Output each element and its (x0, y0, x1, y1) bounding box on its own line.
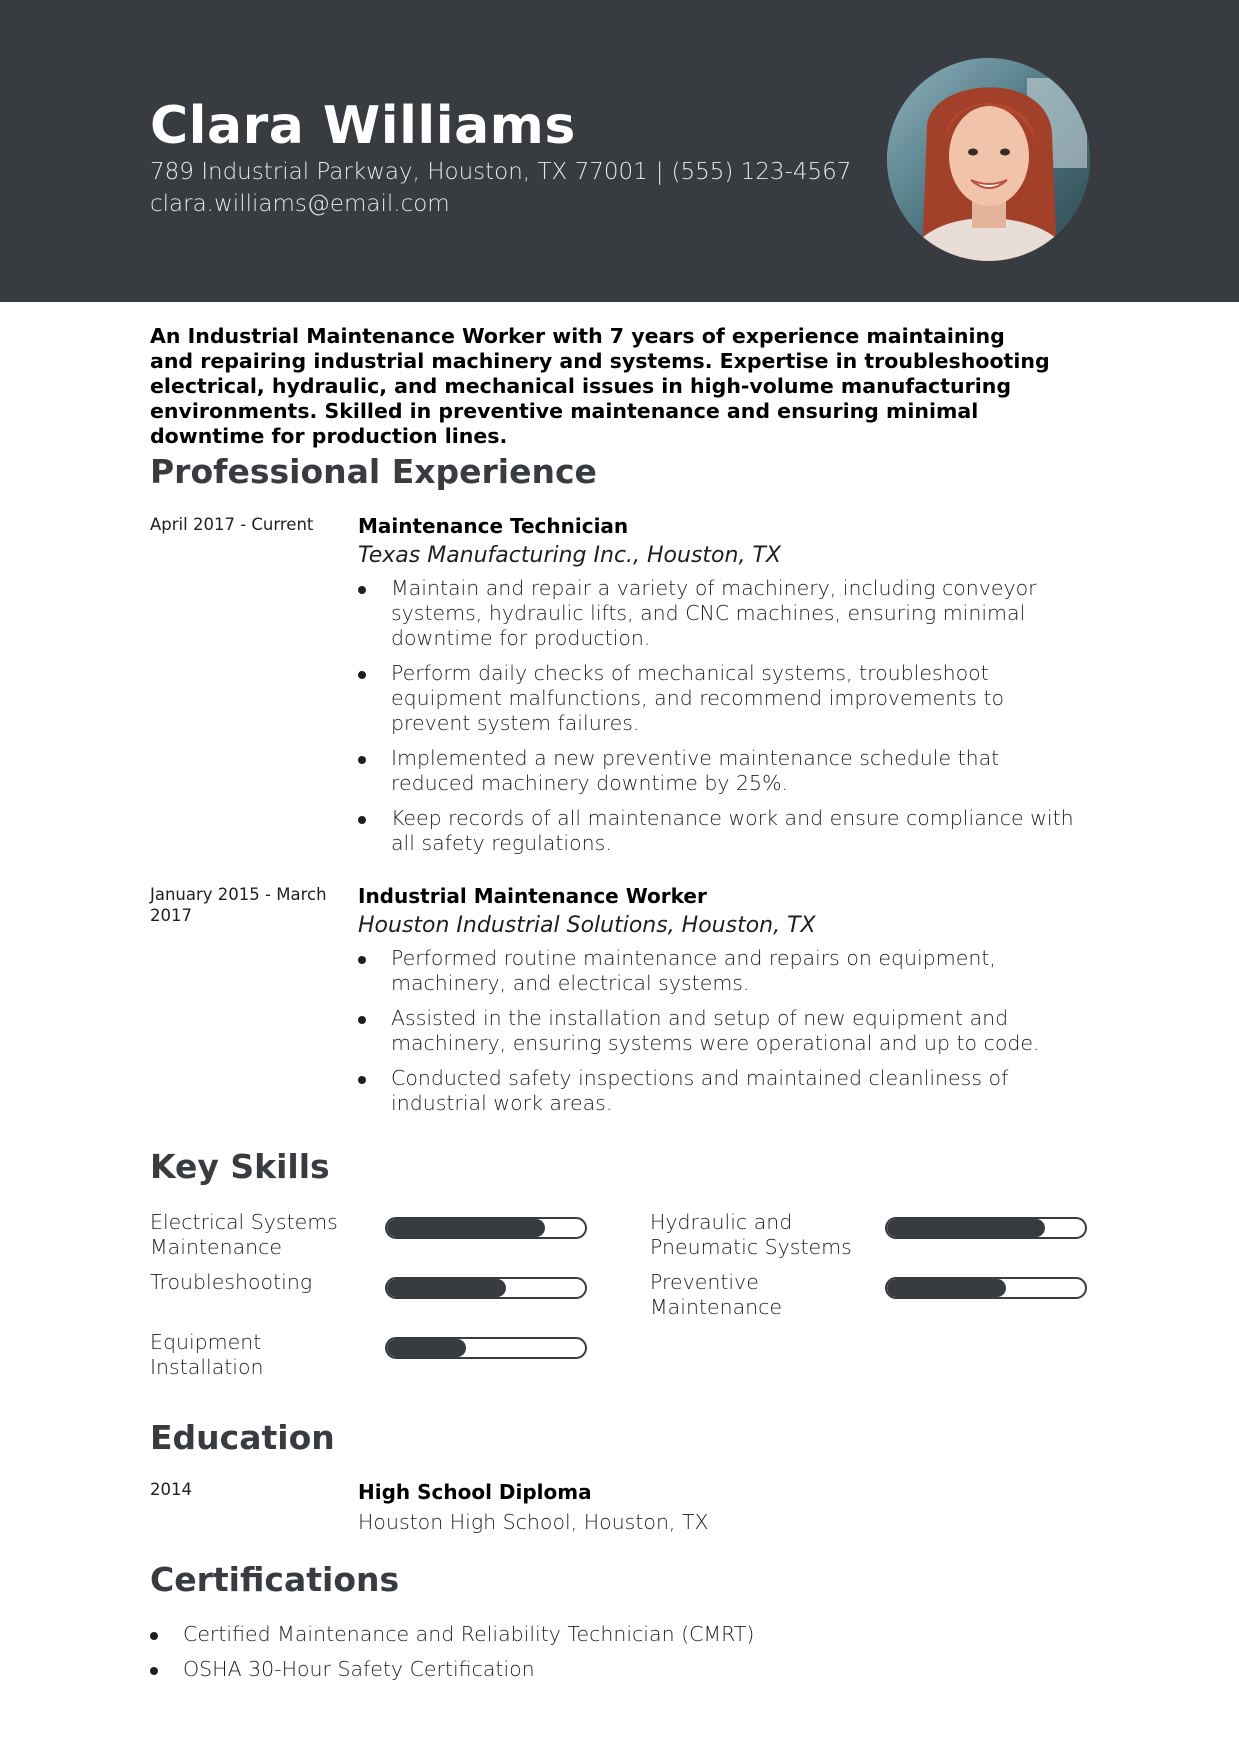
list-item (358, 806, 1088, 856)
job-dates: January 2015 - March 2017 (150, 885, 327, 925)
phone: (555) 123-4567 (671, 159, 852, 185)
job-bullets (358, 576, 1088, 856)
skill-bar-fill (887, 1279, 1006, 1297)
certification-text: OSHA 30-Hour Safety Certification (183, 1657, 535, 1681)
certification-text: Certified Maintenance and Reliability Technician (CMRT) (183, 1622, 755, 1646)
bullet-text: Maintain and repair a variety of machinery, including conveyor systems, hydraulic lifts, and CNC machines, ensuring minimal downtime for production. (391, 576, 1037, 650)
skill-item (150, 1330, 600, 1390)
skill-label: Equipment Installation (150, 1330, 264, 1379)
list-item (150, 1622, 1050, 1647)
bullet-text: Perform daily checks of mechanical systems, troubleshoot equipment malfunctions, and recommend improvements to prevent system failures. (391, 661, 1005, 735)
bullet-icon (358, 1076, 366, 1084)
skill-item (150, 1270, 600, 1330)
education-body (358, 1480, 1058, 1534)
skill-bar (385, 1277, 587, 1299)
bullet-icon (358, 816, 366, 824)
profile-photo (887, 58, 1090, 261)
skill-bar (385, 1337, 587, 1359)
bullet-icon (358, 586, 366, 594)
separator: | (655, 159, 664, 185)
profile-photo-image (887, 58, 1090, 261)
bullet-icon (150, 1632, 158, 1640)
bullet-icon (358, 756, 366, 764)
skill-label: Troubleshooting (150, 1270, 313, 1294)
skill-item (650, 1270, 1100, 1330)
list-item (358, 576, 1088, 651)
skill-item (150, 1210, 600, 1270)
address: 789 Industrial Parkway, Houston, TX 77001 (150, 159, 648, 185)
list-item (358, 1006, 1088, 1056)
skill-bar-fill (387, 1339, 466, 1357)
section-title-skills: Key Skills (150, 1147, 330, 1186)
skill-bar-fill (387, 1279, 506, 1297)
skill-bar (885, 1217, 1087, 1239)
bullet-icon (358, 671, 366, 679)
list-item (358, 661, 1088, 736)
skill-bar-fill (887, 1219, 1045, 1237)
job-body (358, 884, 1088, 1126)
bullet-text: Assisted in the installation and setup of new equipment and machinery, ensuring systems were operational and up to code. (391, 1006, 1040, 1055)
section-title-experience: Professional Experience (150, 452, 597, 491)
job-dates: April 2017 - Current (150, 515, 314, 534)
section-title-certifications: Certifications (150, 1560, 400, 1599)
skill-label: Preventive Maintenance (650, 1270, 783, 1319)
job-company: Texas Manufacturing Inc., Houston, TX (358, 543, 781, 568)
resume-header (0, 0, 1239, 302)
skill-bar-fill (387, 1219, 545, 1237)
bullet-text: Implemented a new preventive maintenance schedule that reduced machinery downtime by 25%. (391, 746, 1000, 795)
bullet-icon (150, 1667, 158, 1675)
job-bullets (358, 946, 1088, 1116)
candidate-name: Clara Williams (150, 96, 576, 156)
contact-address-phone (150, 159, 851, 185)
job-body (358, 514, 1088, 866)
bullet-text: Keep records of all maintenance work and ensure compliance with all safety regulations. (391, 806, 1074, 855)
job-company: Houston Industrial Solutions, Houston, TX (358, 913, 816, 938)
education-degree: High School Diploma (358, 1480, 592, 1504)
email[interactable]: clara.williams@email.com (150, 191, 450, 217)
section-title-education: Education (150, 1418, 335, 1457)
skill-item (650, 1210, 1100, 1270)
list-item (358, 746, 1088, 796)
professional-summary: An Industrial Maintenance Worker with 7 years of experience maintaining and repairing industrial machinery and systems. Expertise in troubleshooting electrical, hydraulic, and mechanical issues in high-volume manufacturing environments. Skilled in preventive maintenance and ensuring minimal downtime for production lines. (150, 324, 1050, 448)
skill-label: Electrical Systems Maintenance (150, 1210, 338, 1259)
education-school: Houston High School, Houston, TX (358, 1510, 709, 1534)
bullet-icon (358, 1016, 366, 1024)
list-item (150, 1657, 1050, 1682)
job-title: Maintenance Technician (358, 514, 629, 538)
education-year: 2014 (150, 1480, 192, 1499)
skill-label: Hydraulic and Pneumatic Systems (650, 1210, 852, 1259)
bullet-text: Performed routine maintenance and repairs on equipment, machinery, and electrical systems. (391, 946, 996, 995)
bullet-text: Conducted safety inspections and maintained cleanliness of industrial work areas. (391, 1066, 1009, 1115)
list-item (358, 946, 1088, 996)
bullet-icon (358, 956, 366, 964)
certifications-list (150, 1622, 1050, 1692)
skill-bar (885, 1277, 1087, 1299)
skill-bar (385, 1217, 587, 1239)
list-item (358, 1066, 1088, 1116)
job-title: Industrial Maintenance Worker (358, 884, 707, 908)
